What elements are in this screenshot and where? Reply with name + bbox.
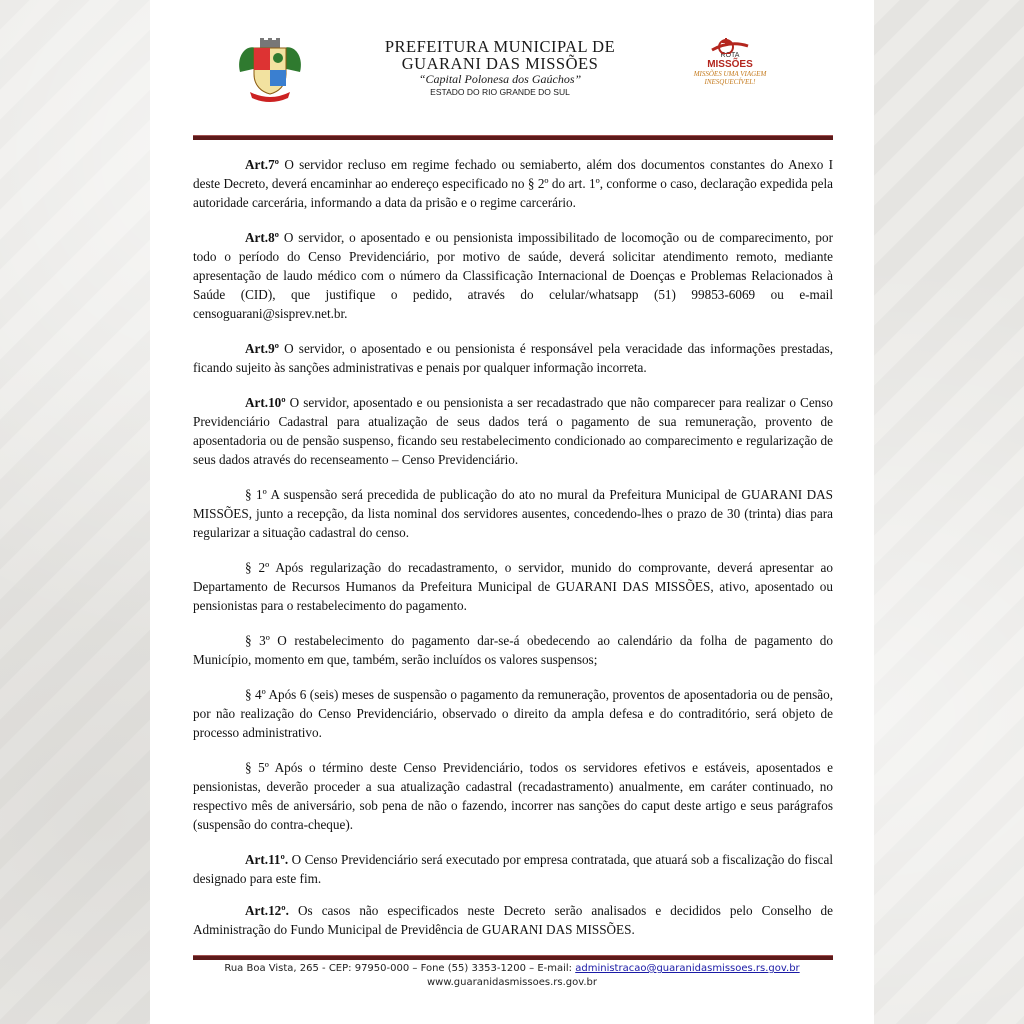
article-text: O servidor, o aposentado e ou pensionista impossibilitado de locomoção ou de comparecimento, por todo o período do Censo Previdenciário, por motivo de saúde, deverá solicitar atendimento remoto, mediante apresentação de laudo médico com o número da Classificação Internacional de Doenças e Problemas Relacionados à Saúde (CID), que justifique o pedido, através do celular/whatsapp (51) 99853-6069 ou e-mail censoguarani@sisprev.net.br. — [193, 230, 833, 321]
article-10 — [193, 393, 833, 469]
article-text: O servidor, aposentado e ou pensionista a ser recadastrado que não comparecer para realizar o Censo Previdenciário Cadastral para atualização de seus dados terá o pagamento de sua remuneração, provento de aposentadoria ou de pensão suspenso, ficando seu restabelecimento condicionado ao comparecimento e regularização de seus dados através do recenseamento – Censo Previdenciário. — [193, 395, 833, 467]
title-line-2: GUARANI DAS MISSÕES — [401, 54, 599, 73]
footer-contact — [150, 962, 874, 976]
article-label: Art.8º — [245, 230, 280, 245]
article-label: Art.12º. — [245, 903, 289, 918]
decree-body — [193, 155, 833, 939]
article-label: Art.7º — [245, 157, 280, 172]
title-line-1: PREFEITURA MUNICIPAL DE — [384, 37, 616, 56]
footer-email-link[interactable]: administracao@guaranidasmissoes.rs.gov.br — [575, 963, 800, 974]
paragraph-5: § 5º Após o término deste Censo Previdenciário, todos os servidores efetivos e estáveis, aposentados e pensionistas, deverão proceder a sua atualização cadastral (recadastramento) anualmente, em caráter continuado, no respectivo mês de aniversário, sob pena de não o fazendo, incorrer nas sanções do caput deste artigo e seus parágrafos (suspensão do contra-cheque). — [193, 760, 833, 832]
footer-divider — [193, 955, 833, 960]
article-12 — [193, 901, 833, 939]
footer-website[interactable]: www.guaranidasmissoes.rs.gov.br — [427, 977, 597, 988]
footer-address: Rua Boa Vista, 265 - CEP: 97950-000 – Fone (55) 3353-1200 – E-mail: — [224, 963, 576, 974]
municipality-title — [340, 38, 660, 98]
document-page — [150, 0, 874, 1024]
paragraph-4: § 4º Após 6 (seis) meses de suspensão o pagamento da remuneração, proventos de aposentadoria ou de pensão, por não realização do Censo Previdenciário, observado o direito da ampla defesa e do contraditório, será objeto de processo administrativo. — [193, 687, 833, 740]
rota-name: MISSÕES — [707, 59, 753, 70]
article-7 — [193, 155, 833, 212]
rota-missoes-logo — [670, 38, 790, 104]
rota-label: ROTA — [720, 52, 740, 59]
article-text: O Censo Previdenciário será executado por empresa contratada, que atuará sob a fiscalização do fiscal designado para este fim. — [193, 852, 833, 886]
article-text: O servidor, o aposentado e ou pensionista é responsável pela veracidade das informações prestadas, ficando sujeito às sanções administrativas e penais por qualquer informação incorreta. — [193, 341, 833, 375]
motto: “Capital Polonesa dos Gaúchos” — [418, 72, 582, 86]
rota-slogan-2: INESQUECÍVEL! — [704, 78, 756, 86]
state-name: ESTADO DO RIO GRANDE DO SUL — [430, 87, 570, 97]
footer — [150, 962, 874, 990]
paragraph-2: § 2º Após regularização do recadastramento, o servidor, munido do comprovante, deverá apresentar ao Departamento de Recursos Humanos da Prefeitura Municipal de GUARANI DAS MISSÕES, ativo, aposentado ou pensionistas para o restabelecimento do pagamento. — [193, 560, 833, 613]
coat-of-arms-icon — [234, 38, 306, 102]
article-8 — [193, 228, 833, 323]
rota-missoes-icon — [708, 38, 752, 54]
article-text: O servidor recluso em regime fechado ou semiaberto, além dos documentos constantes do Anexo I deste Decreto, deverá encaminhar ao endereço especificado no § 2º do art. 1º, conforme o caso, declaração expedida pela autoridade carcerária, informando a data da prisão e o regime carcerário. — [193, 157, 833, 210]
paragraph-1: § 1º A suspensão será precedida de publicação do ato no mural da Prefeitura Municipal de GUARANI DAS MISSÕES, junto a recepção, da lista nominal dos servidores ausentes, concedendo-lhes o prazo de 30 (trinta) dias para regularizar a situação cadastral do censo. — [193, 487, 833, 540]
article-text: Os casos não especificados neste Decreto serão analisados e decididos pelo Conselho de Administração do Fundo Municipal de Previdência de GUARANI DAS MISSÕES. — [193, 903, 833, 937]
article-label: Art.11º. — [245, 852, 289, 867]
header-divider — [193, 135, 833, 140]
article-9 — [193, 339, 833, 377]
rota-slogan-1: MISSÕES UMA VIAGEM — [693, 70, 767, 78]
article-label: Art.9º — [245, 341, 280, 356]
article-label: Art.10º — [245, 395, 286, 410]
paragraph-3: § 3º O restabelecimento do pagamento dar-se-á obedecendo ao calendário da folha de pagamento do Município, momento em que, também, serão incluídos os valores suspensos; — [193, 633, 833, 667]
letterhead — [150, 0, 874, 140]
article-11 — [193, 850, 833, 888]
